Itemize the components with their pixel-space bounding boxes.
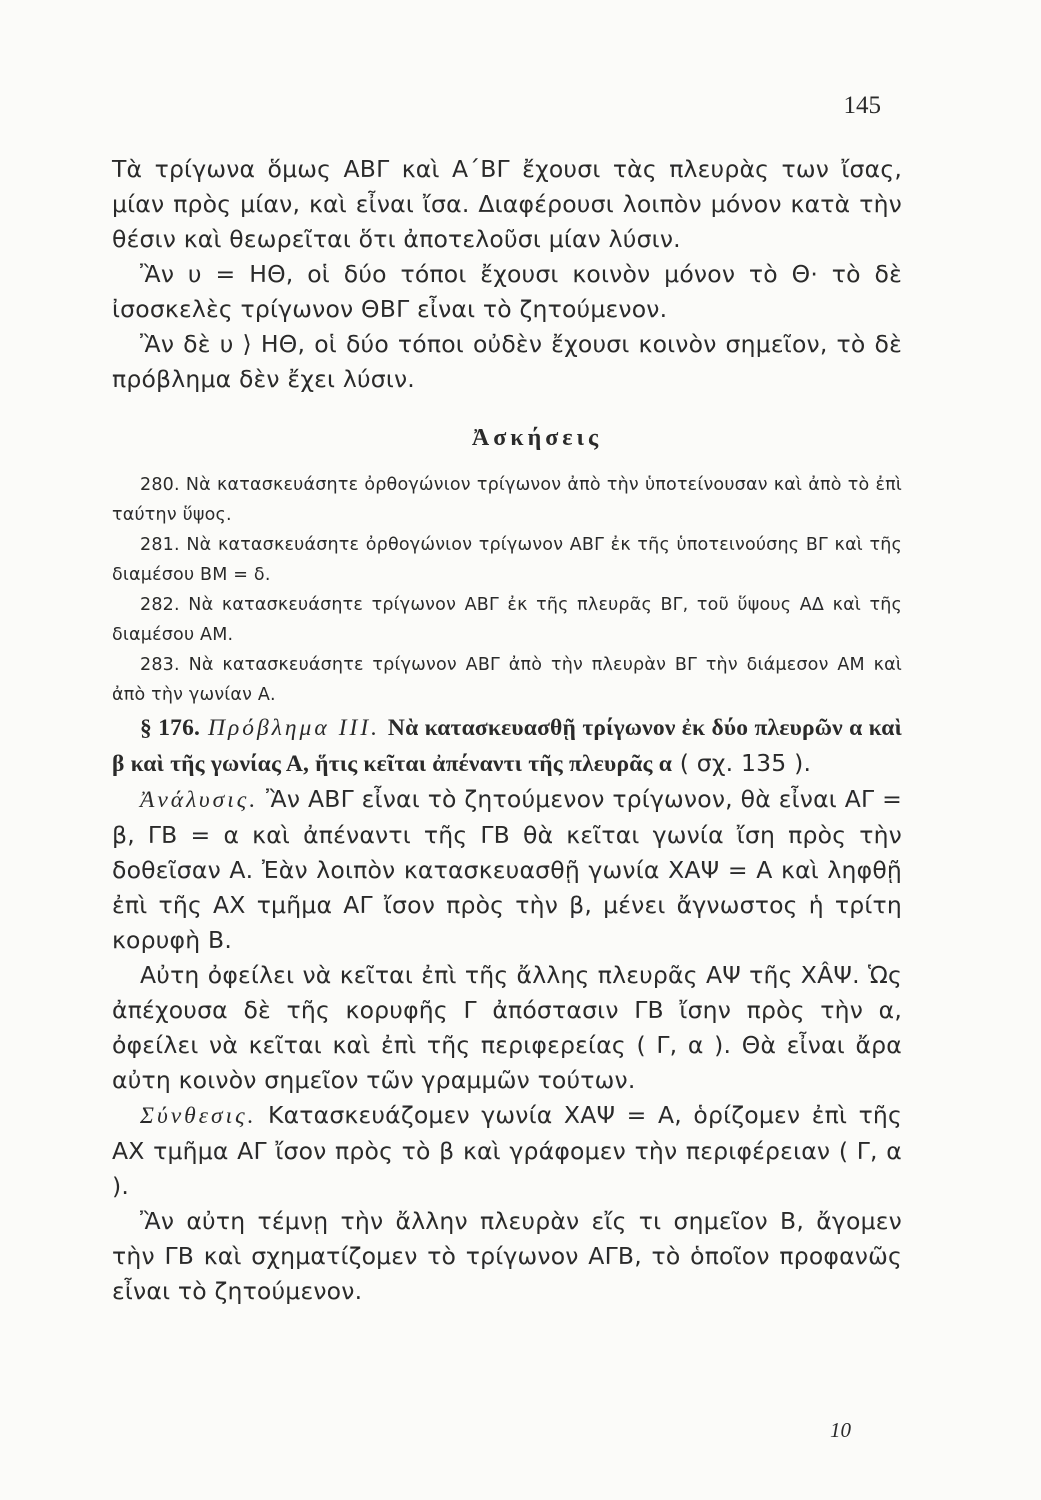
exercise-280: 280. Νὰ κατασκευάσητε ὀρθογώνιον τρίγωνον ἀπὸ τὴν ὑποτείνουσαν καὶ ἀπὸ τὸ ἐπὶ ταύτην ὕψος. bbox=[112, 475, 902, 525]
exercise-283: 283. Νὰ κατασκευάσητε τρίγωνον ΑΒΓ ἀπὸ τὴν πλευρὰν ΒΓ τὴν διάμεσον ΑΜ καὶ ἀπὸ τὴν γωνίαν Α. bbox=[112, 655, 902, 705]
paragraph-case-greater: Ἂν δὲ υ ⟩ ΗΘ, οἱ δύο τόποι οὐδὲν ἔχουσι κοινὸν σημεῖον, τὸ δὲ πρόβλημα δὲν ἔχει λύσιν. bbox=[112, 330, 902, 393]
analysis-paragraph-2: Αὐτη ὀφείλει νὰ κεῖται ἐπὶ τῆς ἄλλης πλευρᾶς ΑΨ τῆς ΧÂΨ. Ὡς ἀπέχουσα δὲ τῆς κορυφῆς Γ ἀπόστασιν ΓΒ ἴσην πρὸς τὴν α, ὀφείλει νὰ κεῖται καὶ ἐπὶ τῆς περιφερείας ( Γ, α ). Θὰ εἶναι ἄρα αὐτη κοινὸν σημεῖον τῶν γραμμῶν τούτων. bbox=[112, 961, 902, 1094]
synthesis-paragraph-2: Ἂν αὐτη τέμνῃ τὴν ἄλλην πλευρὰν εἴς τι σημεῖον Β, ἄγομεν τὴν ΓΒ καὶ σχηματίζομεν τὸ τρίγωνον ΑΓΒ, τὸ ὁποῖον προφανῶς εἶναι τὸ ζητούμενον. bbox=[112, 1207, 902, 1305]
problem-label: Πρόβλημα ΙΙΙ. bbox=[207, 715, 381, 741]
signature-mark: 10 bbox=[830, 1418, 851, 1442]
section-number: § 176. bbox=[140, 715, 201, 741]
exercises-heading: Ἀσκήσεις bbox=[471, 425, 603, 451]
analysis-text-1: Ἂν ΑΒΓ εἶναι τὸ ζητούμενον τρίγωνον, θὰ εἶναι ΑΓ = β, ΓΒ = α καὶ ἀπέναντι τῆς ΓΒ θὰ κεῖται γωνία ἴση πρὸς τὴν δοθεῖσαν Α. Ἐὰν λοιπὸν κατασκευασθῇ γωνία ΧΑΨ = Α καὶ ληφθῇ ἐπὶ τῆς ΑΧ τμῆμα ΑΓ ἴσον πρὸς τὴν β, μένει ἄγνωστος ἡ τρίτη κορυφὴ Β. bbox=[112, 785, 902, 954]
synthesis-paragraph-1 bbox=[112, 1098, 902, 1204]
page-body bbox=[112, 152, 902, 1309]
exercise-282: 282. Νὰ κατασκευάσητε τρίγωνον ΑΒΓ ἐκ τῆς πλευρᾶς ΒΓ, τοῦ ὕψους ΑΔ καὶ τῆς διαμέσου ΑΜ. bbox=[112, 595, 902, 645]
analysis-paragraph-1 bbox=[112, 782, 902, 958]
paragraph-case-equal: Ἂν υ = ΗΘ, οἱ δύο τόποι ἔχουσι κοινὸν μόνον τὸ Θ· τὸ δὲ ἰσοσκελὲς τρίγωνον ΘΒΓ εἶναι τὸ ζητούμενον. bbox=[112, 260, 902, 323]
synthesis-label: Σύνθεσις. bbox=[140, 1103, 257, 1129]
analysis-label: Ἀνάλυσις. bbox=[140, 787, 259, 813]
figure-reference: ( σχ. 135 ). bbox=[679, 749, 812, 777]
page-number: 145 bbox=[843, 92, 881, 119]
problem-title: Νὰ κατασκευασθῇ τρίγωνον ἐκ δύο πλευρῶν α καὶ β καὶ τῆς γωνίας Α, ἥτις κεῖται ἀπέναντι τῆς πλευρᾶς α bbox=[112, 715, 903, 777]
paragraph-triangles-equal: Τὰ τρίγωνα ὅμως ΑΒΓ καὶ Α΄ΒΓ ἔχουσι τὰς πλευρὰς των ἴσας, μίαν πρὸς μίαν, καὶ εἶναι ἴσα. Διαφέρουσι λοιπὸν μόνον κατὰ τὴν θέσιν καὶ θεωρεῖται ὅτι ἀποτελοῦσι μίαν λύσιν. bbox=[112, 155, 902, 253]
synthesis-text-1: Κατασκευάζομεν γωνία ΧΑΨ = Α, ὁρίζομεν ἐπὶ τῆς ΑΧ τμῆμα ΑΓ ἴσον πρὸς τὸ β καὶ γράφομεν τὴν περιφέρειαν ( Γ, α ). bbox=[112, 1101, 902, 1200]
section-176-heading bbox=[112, 710, 902, 782]
exercise-281: 281. Νὰ κατασκευάσητε ὀρθογώνιον τρίγωνον ΑΒΓ ἐκ τῆς ὑποτεινούσης ΒΓ καὶ τῆς διαμέσου ΒΜ = δ. bbox=[112, 535, 902, 585]
